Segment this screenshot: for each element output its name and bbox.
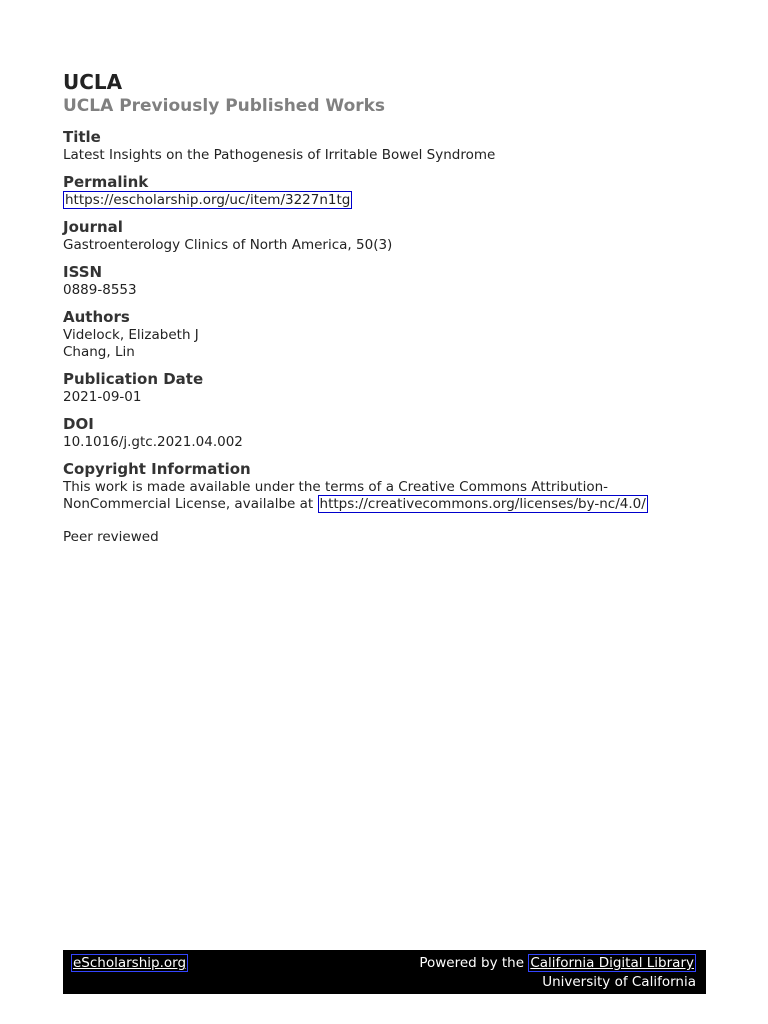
journal-label: Journal: [63, 218, 123, 236]
permalink-row: [63, 192, 723, 209]
escholarship-link[interactable]: eScholarship.org: [73, 955, 187, 971]
pubdate-label: Publication Date: [63, 370, 204, 388]
title-section: [63, 127, 723, 164]
document-body: [63, 70, 723, 546]
doi-label: DOI: [63, 415, 94, 433]
copyright-label: Copyright Information: [63, 460, 251, 478]
footer-left: [71, 954, 188, 973]
permalink-label: Permalink: [63, 173, 149, 191]
permalink-section: [63, 172, 723, 209]
institution-name: UCLA: [63, 70, 123, 94]
doi-section: [63, 414, 723, 451]
author-item: Chang, Lin: [63, 344, 135, 360]
pubdate-value: 2021-09-01: [63, 389, 142, 405]
copyright-text-line2: NonCommercial License, availalbe at: [63, 496, 318, 512]
authors-section: [63, 307, 723, 361]
title-value: Latest Insights on the Pathogenesis of Irritable Bowel Syndrome: [63, 147, 496, 163]
peer-reviewed-note: Peer reviewed: [63, 529, 159, 545]
author-item: Videlock, Elizabeth J: [63, 327, 199, 343]
doi-value: 10.1016/j.gtc.2021.04.002: [63, 434, 243, 450]
university-name: University of California: [542, 974, 696, 990]
authors-label: Authors: [63, 308, 130, 326]
powered-by-text: Powered by the: [419, 955, 529, 971]
issn-section: [63, 262, 723, 299]
cdl-link[interactable]: California Digital Library: [530, 955, 694, 971]
copyright-text-line1: This work is made available under the terms of a Creative Commons Attribution-: [63, 479, 609, 495]
pubdate-section: [63, 369, 723, 406]
copyright-section: [63, 459, 723, 513]
footer-bar: [63, 950, 706, 994]
permalink-link[interactable]: https://escholarship.org/uc/item/3227n1tg: [65, 192, 351, 208]
journal-section: [63, 217, 723, 254]
powered-by-row: [419, 954, 696, 973]
journal-value: Gastroenterology Clinics of North America, 50(3): [63, 237, 393, 253]
copyright-text-line2-row: [63, 496, 723, 513]
issn-label: ISSN: [63, 263, 103, 281]
issn-value: 0889-8553: [63, 282, 137, 298]
title-label: Title: [63, 128, 101, 146]
license-link[interactable]: https://creativecommons.org/licenses/by-nc/4.0/: [319, 496, 646, 512]
repository-name: UCLA Previously Published Works: [63, 96, 386, 116]
footer-right: [419, 954, 696, 992]
